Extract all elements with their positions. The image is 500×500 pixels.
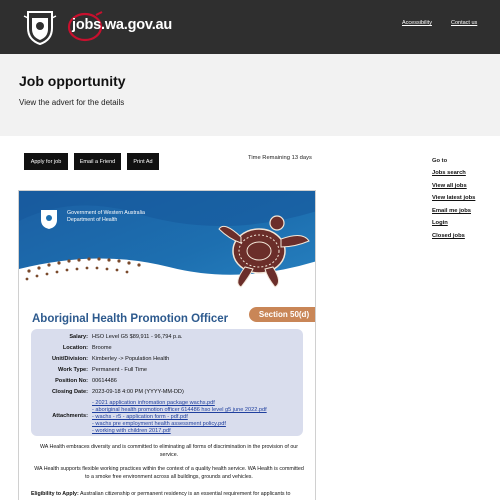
detail-label: Work Type: bbox=[58, 367, 88, 373]
eligibility-text: Australian citizenship or permanent residency is an essential requirement for applicants to bbox=[78, 491, 291, 497]
site-name[interactable]: jobs.wa.gov.au bbox=[72, 17, 173, 33]
org-name-line1: Government of Western Australia bbox=[67, 210, 145, 216]
email-a-friend-button[interactable]: Email a Friend bbox=[74, 153, 121, 170]
detail-value: 2023-09-18 4:00 PM (YYYY-MM-DD) bbox=[92, 389, 184, 395]
wa-crest-small-icon bbox=[37, 207, 61, 231]
attachment-link[interactable]: - 2021 application infromation package wachs.pdf bbox=[92, 400, 215, 406]
sidebar-link-email-me-jobs[interactable]: Email me jobs bbox=[432, 208, 471, 214]
page-title: Job opportunity bbox=[19, 73, 126, 89]
detail-value: Permanent - Full Time bbox=[92, 367, 148, 373]
attachment-link[interactable]: - working with children 2017.pdf bbox=[92, 428, 171, 434]
time-remaining: Time Remaining 13 days bbox=[248, 155, 312, 161]
wa-crest-logo[interactable] bbox=[22, 8, 58, 46]
advert-banner-artwork bbox=[19, 191, 316, 309]
detail-value: Kimberley -> Population Health bbox=[92, 356, 170, 362]
print-ad-button[interactable]: Print Ad bbox=[127, 153, 159, 170]
page-subtitle: View the advert for the details bbox=[19, 98, 125, 107]
detail-value: Broome bbox=[92, 345, 112, 351]
detail-label: Closing Date: bbox=[51, 389, 88, 395]
job-advert-card bbox=[18, 190, 316, 500]
sidebar-link-login[interactable]: Login bbox=[432, 220, 448, 226]
sidebar-link-jobs-search[interactable]: Jobs search bbox=[432, 170, 466, 176]
apply-for-job-button[interactable]: Apply for job bbox=[24, 153, 68, 170]
attachment-link[interactable]: - wachs - r5 - application form - pdf.pdf bbox=[92, 414, 188, 420]
detail-label: Salary: bbox=[69, 334, 88, 340]
detail-label: Position No: bbox=[55, 378, 88, 384]
title-band bbox=[0, 54, 500, 136]
diversity-paragraph: WA Health embraces diversity and is committed to eliminating all forms of discrimination in the provision of our service. bbox=[40, 444, 298, 459]
sidebar-heading: Go to bbox=[432, 158, 448, 164]
department-logo bbox=[37, 207, 145, 236]
eligibility-paragraph bbox=[31, 491, 311, 497]
detail-label: Unit/Division: bbox=[51, 356, 88, 362]
job-title: Aboriginal Health Promotion Officer bbox=[32, 313, 229, 325]
site-header bbox=[0, 0, 500, 54]
sidebar-link-view-latest-jobs[interactable]: View latest jobs bbox=[432, 195, 476, 201]
job-details-panel bbox=[31, 329, 303, 436]
flexible-working-paragraph: WA Health supports flexible working practices within the context of a quality health service. WA Health is committed to a smoke free environment across all buildings, grounds and vehicles. bbox=[34, 466, 304, 481]
section-badge: Section 50(d) bbox=[249, 307, 316, 322]
accessibility-link[interactable]: Accessibility bbox=[402, 20, 432, 26]
detail-label: Attachments: bbox=[52, 413, 88, 419]
detail-value: 00614486 bbox=[92, 378, 117, 384]
attachment-link[interactable]: - wachs pre employment health assessment policy.pdf bbox=[92, 421, 226, 427]
eligibility-label: Eligibility to Apply: bbox=[31, 491, 79, 497]
detail-label: Location: bbox=[62, 345, 88, 351]
sidebar-link-view-all-jobs[interactable]: View all jobs bbox=[432, 183, 467, 189]
org-name-line2: Department of Health bbox=[67, 217, 118, 223]
sidebar-link-closed-jobs[interactable]: Closed jobs bbox=[432, 233, 465, 239]
attachment-link[interactable]: - aboriginal health promotion officer 614486 hso level g5 june 2022.pdf bbox=[92, 407, 267, 413]
contact-us-link[interactable]: Contact us bbox=[451, 20, 478, 26]
detail-value: HSO Level G5 $89,911 - 96,794 p.a. bbox=[92, 334, 183, 340]
